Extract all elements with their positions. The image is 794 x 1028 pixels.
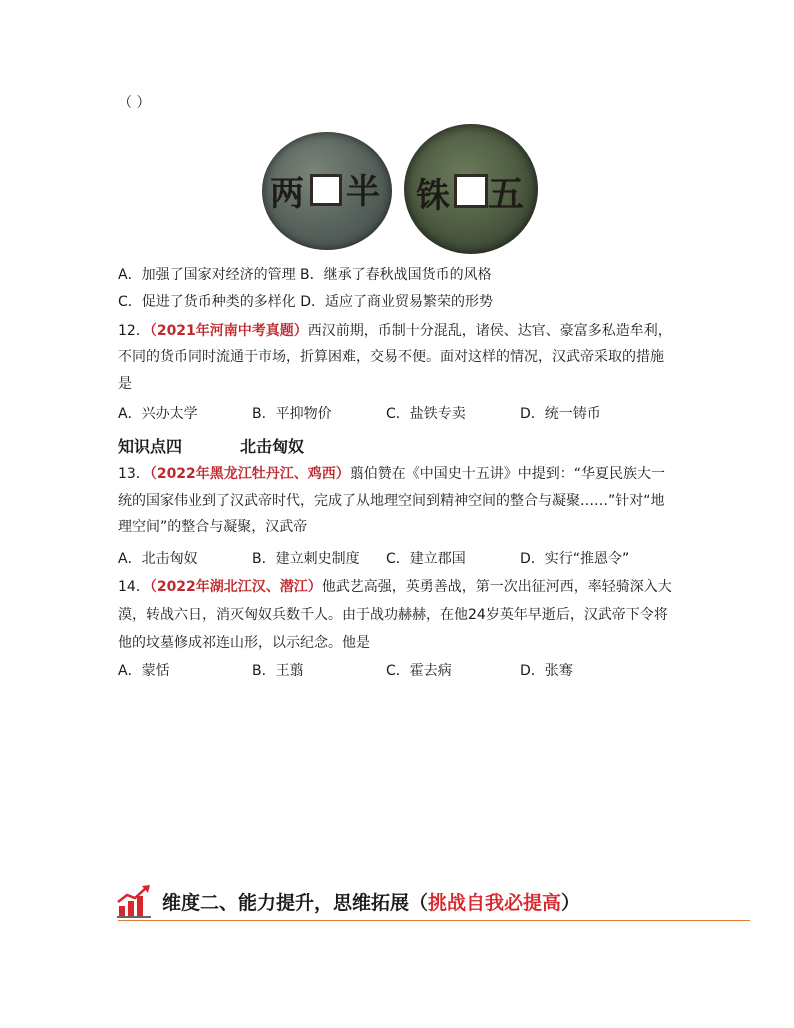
question-number: 13． <box>118 466 150 482</box>
section-banner-title <box>162 888 580 915</box>
q14-line-1 <box>118 577 672 597</box>
q12-option-d: D．统一铸币 <box>520 406 601 422</box>
q14-option-a: A．蒙恬 <box>118 663 170 679</box>
coin-square-hole <box>310 174 342 206</box>
q14-line-3: 他的坟墓修成祁连山形，以示纪念。他是 <box>118 635 370 651</box>
q12-line-3: 是 <box>118 376 132 392</box>
q11-options-line-1: A．加强了国家对经济的管理 B．继承了春秋战国货币的风格 <box>118 267 492 283</box>
banner-highlight-text: 挑战自我必提高 <box>428 892 562 914</box>
q12-option-a: A．兴办太学 <box>118 406 198 422</box>
q13-option-a: A．北击匈奴 <box>118 551 198 567</box>
coin-glyph-wu: 五 <box>488 173 525 215</box>
section-title: 北击匈奴 <box>240 437 305 456</box>
question-source: （2022年湖北江汉、潜江） <box>149 579 322 595</box>
q13-option-b: B．建立刺史制度 <box>252 551 360 567</box>
q13-line-3: 理空间”的整合与凝聚，汉武帝 <box>118 519 308 535</box>
question-number: 12． <box>118 323 150 339</box>
coin-glyph-liang: 两 <box>270 174 304 214</box>
q14-line-2: 漠，转战六日，消灭匈奴兵数千人。由于战功赫赫，在他24岁英年早逝后，汉武帝下令将 <box>118 607 668 623</box>
answer-bracket: （ ） <box>118 95 151 111</box>
q14-option-d: D．张骞 <box>520 663 573 679</box>
banner-close-paren: ） <box>561 892 581 914</box>
banner-main-text: 维度二、能力提升，思维拓展（ <box>162 892 429 914</box>
question-text: 他武艺高强，英勇善战，第一次出征河西，率轻骑深入大 <box>321 579 672 595</box>
q14-option-c: C．霍去病 <box>386 663 452 679</box>
q12-option-c: C．盐铁专卖 <box>386 406 466 422</box>
q13-line-1 <box>118 464 665 484</box>
coin-glyph-zhu: 铢 <box>416 176 450 216</box>
section-heading <box>118 434 304 457</box>
coin-image-wuzhu <box>404 124 538 254</box>
q14-option-b: B．王翦 <box>252 663 304 679</box>
question-text: 西汉前期，币制十分混乱，诸侯、达官、豪富多私造牟利， <box>307 323 672 339</box>
q12-line-2: 不同的货币同时流通于市场，折算困难，交易不便。面对这样的情况，汉武帝采取的措施 <box>118 349 664 365</box>
question-source: （2021年河南中考真题） <box>149 323 308 339</box>
q13-line-2: 统的国家伟业到了汉武帝时代，完成了从地理空间到精神空间的整合与凝聚……”针对“地 <box>118 493 665 509</box>
q11-options-line-2: C．促进了货币种类的多样化 D．适应了商业贸易繁荣的形势 <box>118 294 494 310</box>
coin-image-banliang <box>262 132 392 250</box>
q12-line-1 <box>118 321 672 341</box>
q13-option-c: C．建立郡国 <box>386 551 466 567</box>
question-text: 翦伯赞在《中国史十五讲》中提到：“华夏民族大一 <box>349 466 666 482</box>
coin-square-hole <box>454 174 488 208</box>
q13-option-d: D．实行“推恩令” <box>520 551 630 567</box>
coin-glyph-ban: 半 <box>346 172 380 212</box>
banner-underline <box>118 920 750 921</box>
section-label: 知识点四 <box>118 437 183 456</box>
q12-option-b: B．平抑物价 <box>252 406 332 422</box>
question-source: （2022年黑龙江牡丹江、鸡西） <box>149 466 350 482</box>
bar-chart-icon <box>116 884 152 918</box>
question-number: 14． <box>118 579 150 595</box>
